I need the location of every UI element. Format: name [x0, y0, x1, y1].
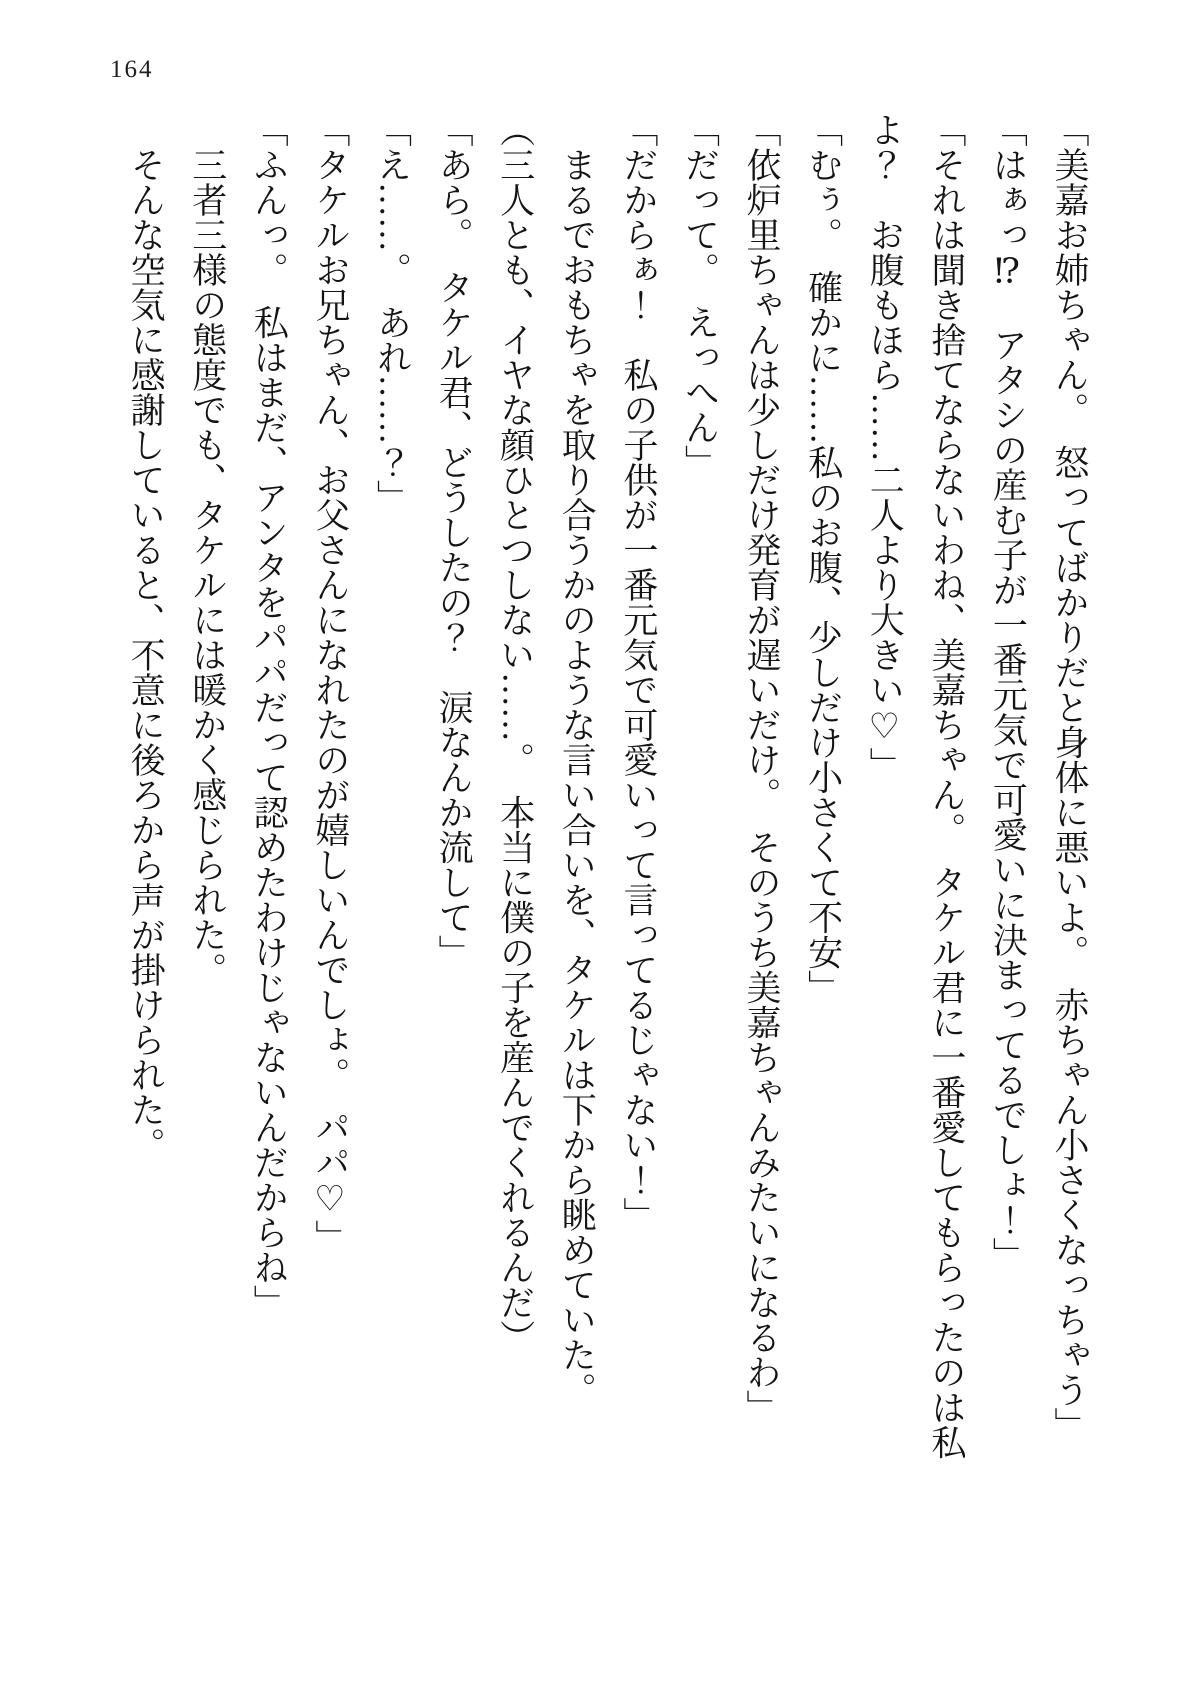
paragraph-line: 「それは聞き捨てならないわね、美嘉ちゃん。 タケル君に一番愛してもらったのは私よ？ お腹もほら……二人より大きい♡」	[865, 112, 966, 1460]
paragraph-line: 「むぅ。 確かに……私のお腹、少しだけ小さくて不安」	[803, 112, 843, 1005]
paragraph-line: 「あら。 タケル君、どうしたの？ 涙なんか流して」	[434, 112, 474, 970]
paragraph-line: 「だって。 えっへん」	[680, 112, 720, 480]
paragraph-line: 「だからぁ！ 私の子供が一番元気で可愛いって言ってるじゃない！」	[618, 112, 658, 1232]
paragraph-line: 「え……。 あれ……？」	[372, 112, 412, 515]
paragraph-line: 三者三様の態度でも、タケルには暖かく感じられた。	[187, 147, 227, 987]
paragraph-line: まるでおもちゃを取り合うかのような言い合いを、タケルは下から眺めていた。	[557, 147, 597, 1407]
paragraph-line: 「タケルお兄ちゃん、お父さんになれたのが嬉しいんでしょ。 パパ♡」	[310, 112, 350, 1255]
paragraph-line: 「美嘉お姉ちゃん。 怒ってばかりだと身体に悪いよ。 赤ちゃん小さくなっちゃう」	[1050, 112, 1089, 1442]
page-number: 164	[110, 56, 154, 83]
paragraph-line: 「はぁっ⁉ アタシの産む子が一番元気で可愛いに決まってるでしょ！」	[988, 112, 1028, 1272]
paragraph-line: そんな空気に感謝していると、不意に後ろから声が掛けられた。	[126, 147, 166, 1162]
paragraph-line: 「依炉里ちゃんは少しだけ発育が遅いだけ。 そのうち美嘉ちゃんみたいになるわ」	[742, 112, 782, 1425]
page-text	[115, 112, 1101, 1484]
paragraph-line: 「ふんっ。 私はまだ、アンタをパパだって認めたわけじゃないんだからね」	[249, 112, 289, 1320]
paragraph-line: （三人とも、イヤな顔ひとつしない……。 本当に僕の子を産んでくれるんだ）	[495, 112, 535, 1355]
